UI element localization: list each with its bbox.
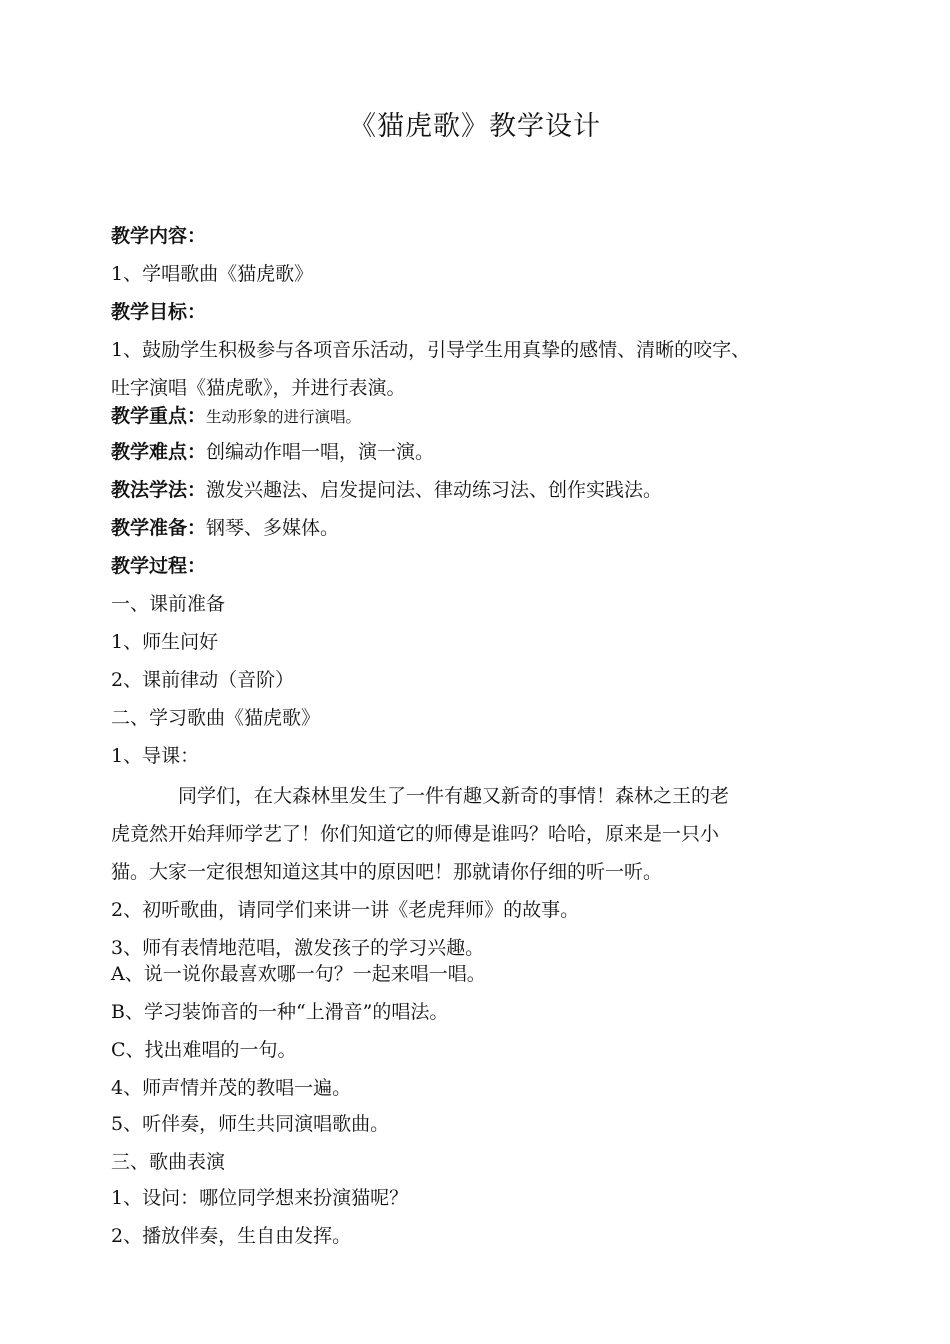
goal-item-1-line-2: 吐字演唱《猫虎歌》，并进行表演。 bbox=[111, 377, 406, 399]
process-step-2-3-a: A、说一说你最喜欢哪一句？一起来唱一唱。 bbox=[111, 963, 486, 985]
difficulty-heading: 教学难点： bbox=[111, 441, 207, 463]
intro-paragraph-line-3: 猫。大家一定很想知道这其中的原因吧！那就请你仔细的听一听。 bbox=[111, 861, 663, 883]
process-heading: 教学过程： bbox=[111, 555, 207, 577]
process-step-2-4: 4、师声情并茂的教唱一遍。 bbox=[111, 1077, 352, 1099]
method-text: 激发兴趣法、启发提问法、律动练习法、创作实践法。 bbox=[206, 479, 663, 501]
process-step-2-3-c: C、找出难唱的一句。 bbox=[111, 1039, 297, 1061]
process-step-2-2: 2、初听歌曲，请同学们来讲一讲《老虎拜师》的故事。 bbox=[111, 899, 580, 921]
process-step-3-2: 2、播放伴奏，生自由发挥。 bbox=[111, 1225, 352, 1247]
process-step-2-1: 1、导课： bbox=[111, 745, 200, 767]
method-line bbox=[111, 478, 662, 502]
difficulty-text: 创编动作唱一唱，演一演。 bbox=[206, 441, 435, 463]
key-point-text: 生动形象的进行演唱。 bbox=[206, 408, 362, 426]
process-step-2-3: 3、师有表情地范唱，激发孩子的学习兴趣。 bbox=[111, 937, 485, 959]
intro-paragraph-line-1: 同学们，在大森林里发生了一件有趣又新奇的事情！森林之王的老 bbox=[178, 785, 730, 807]
process-step-1-2: 2、课前律动（音阶） bbox=[111, 669, 295, 691]
preparation-text: 钢琴、多媒体。 bbox=[206, 517, 340, 539]
key-point-heading: 教学重点： bbox=[111, 405, 207, 427]
key-point-line bbox=[111, 404, 361, 429]
document-title: 《猫虎歌》教学设计 bbox=[349, 111, 601, 142]
content-item-1: 1、学唱歌曲《猫虎歌》 bbox=[111, 263, 314, 285]
process-step-3: 三、歌曲表演 bbox=[111, 1151, 226, 1173]
preparation-line bbox=[111, 516, 339, 540]
method-heading: 教法学法： bbox=[111, 479, 207, 501]
process-step-2: 二、学习歌曲《猫虎歌》 bbox=[111, 707, 321, 729]
process-step-1: 一、课前准备 bbox=[111, 593, 226, 615]
process-step-2-5: 5、听伴奏，师生共同演唱歌曲。 bbox=[111, 1113, 390, 1135]
process-step-3-1: 1、设问：哪位同学想来扮演猫呢？ bbox=[111, 1187, 409, 1209]
intro-paragraph-line-2: 虎竟然开始拜师学艺了！你们知道它的师傅是谁吗？哈哈，原来是一只小 bbox=[111, 823, 720, 845]
goal-item-1-line-1: 1、鼓励学生积极参与各项音乐活动，引导学生用真挚的感情、清晰的咬字、 bbox=[111, 339, 751, 361]
process-step-2-3-b: B、学习装饰音的一种“上滑音”的唱法。 bbox=[111, 1001, 449, 1023]
preparation-heading: 教学准备： bbox=[111, 517, 207, 539]
difficulty-line bbox=[111, 440, 434, 464]
content-heading: 教学内容： bbox=[111, 225, 207, 247]
process-step-1-1: 1、师生问好 bbox=[111, 631, 219, 653]
goal-heading: 教学目标： bbox=[111, 301, 207, 323]
